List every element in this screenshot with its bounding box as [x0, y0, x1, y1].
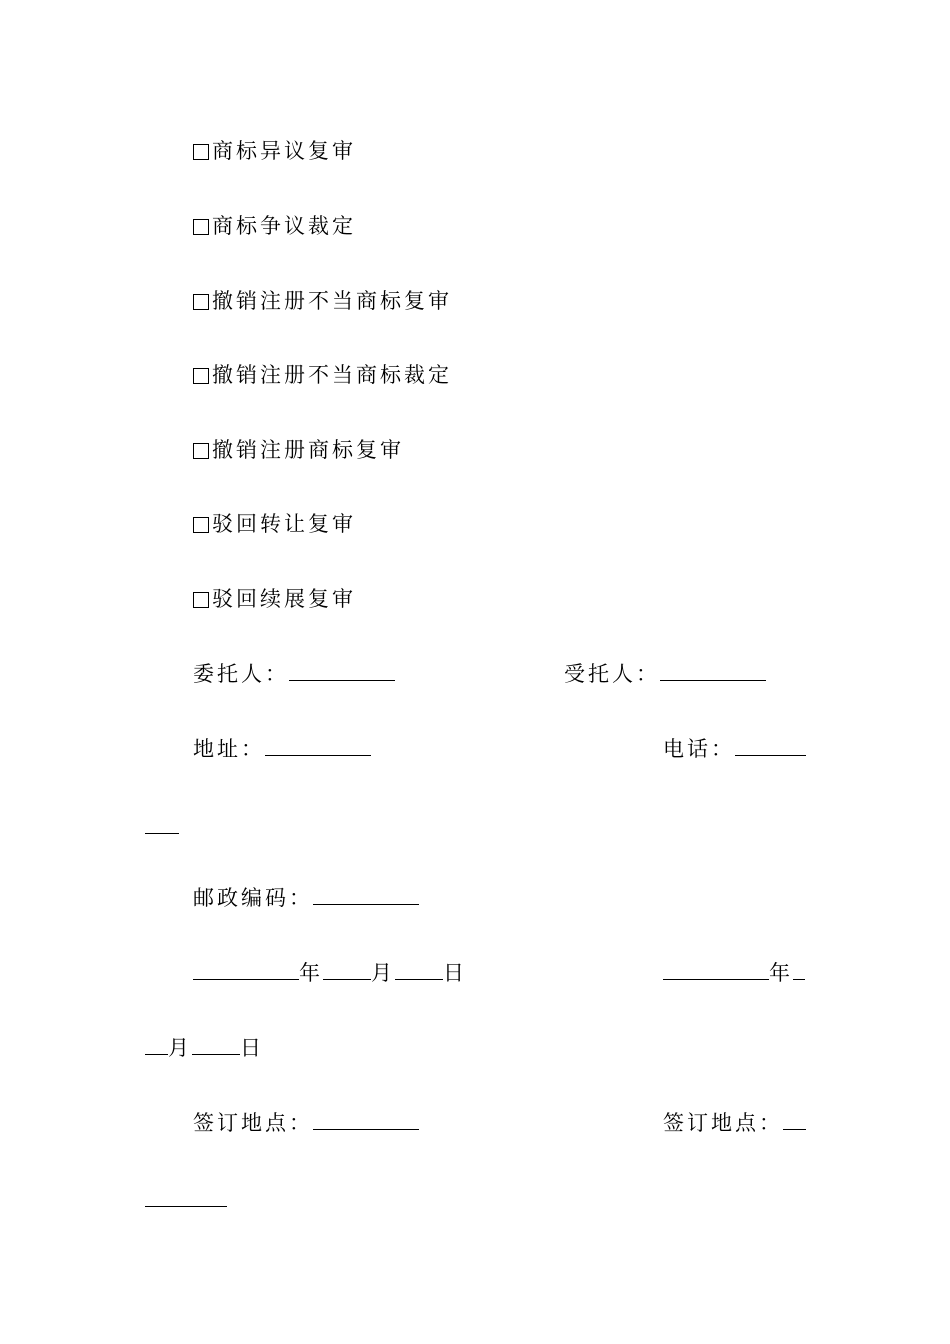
- checkbox-item[interactable]: [193, 361, 452, 389]
- signing-place-label: 签订地点：: [663, 1111, 783, 1135]
- month-blank[interactable]: [323, 960, 371, 980]
- signing-place-right: [663, 1109, 806, 1137]
- checkbox-label: 撤销注册不当商标裁定: [212, 363, 452, 387]
- postcode-field: [193, 884, 419, 912]
- address-blank[interactable]: [265, 736, 371, 756]
- day-char: 日: [240, 1036, 264, 1060]
- phone-label: 电话：: [663, 737, 735, 761]
- day-char: 日: [443, 961, 467, 985]
- year-char: 年: [299, 961, 323, 985]
- checkbox-label: 撤销注册商标复审: [212, 438, 404, 462]
- date-field-right: [663, 959, 805, 987]
- month-char: 月: [168, 1036, 192, 1060]
- year-char: 年: [769, 961, 793, 985]
- checkbox-icon[interactable]: [193, 443, 209, 459]
- checkbox-label: 撤销注册不当商标复审: [212, 289, 452, 313]
- checkbox-item[interactable]: [193, 287, 452, 315]
- year-blank[interactable]: [663, 960, 769, 980]
- checkbox-label: 商标争议裁定: [212, 214, 356, 238]
- signing-place-left: [193, 1109, 419, 1137]
- day-blank[interactable]: [192, 1035, 240, 1055]
- year-blank[interactable]: [193, 960, 299, 980]
- signing-place-label: 签订地点：: [193, 1111, 313, 1135]
- agent-label: 受托人：: [564, 662, 660, 686]
- checkbox-icon[interactable]: [193, 368, 209, 384]
- checkbox-icon[interactable]: [193, 144, 209, 160]
- agent-blank[interactable]: [660, 661, 766, 681]
- postcode-label: 邮政编码：: [193, 886, 313, 910]
- checkbox-item[interactable]: [193, 137, 356, 165]
- phone-blank[interactable]: [735, 736, 806, 756]
- month-char: 月: [371, 961, 395, 985]
- address-field: [193, 735, 371, 763]
- phone-blank-continued[interactable]: [145, 833, 179, 834]
- date-field-left: [193, 959, 467, 987]
- checkbox-item[interactable]: [193, 510, 356, 538]
- address-label: 地址：: [193, 737, 265, 761]
- postcode-blank[interactable]: [313, 885, 419, 905]
- signing-place-blank-continued[interactable]: [145, 1206, 227, 1207]
- principal-label: 委托人：: [193, 662, 289, 686]
- checkbox-label: 驳回转让复审: [212, 512, 356, 536]
- month-blank-continued[interactable]: [145, 1035, 168, 1055]
- date-field-right-continued: [145, 1034, 264, 1062]
- month-blank[interactable]: [793, 960, 805, 980]
- principal-field: [193, 660, 395, 688]
- checkbox-item[interactable]: [193, 436, 404, 464]
- principal-blank[interactable]: [289, 661, 395, 681]
- checkbox-icon[interactable]: [193, 517, 209, 533]
- signing-place-blank[interactable]: [783, 1110, 806, 1130]
- checkbox-item[interactable]: [193, 585, 356, 613]
- checkbox-label: 驳回续展复审: [212, 587, 356, 611]
- checkbox-label: 商标异议复审: [212, 139, 356, 163]
- checkbox-icon[interactable]: [193, 219, 209, 235]
- phone-field: [663, 735, 806, 763]
- day-blank[interactable]: [395, 960, 443, 980]
- agent-field: [564, 660, 766, 688]
- checkbox-icon[interactable]: [193, 592, 209, 608]
- checkbox-item[interactable]: [193, 212, 356, 240]
- checkbox-icon[interactable]: [193, 294, 209, 310]
- signing-place-blank[interactable]: [313, 1110, 419, 1130]
